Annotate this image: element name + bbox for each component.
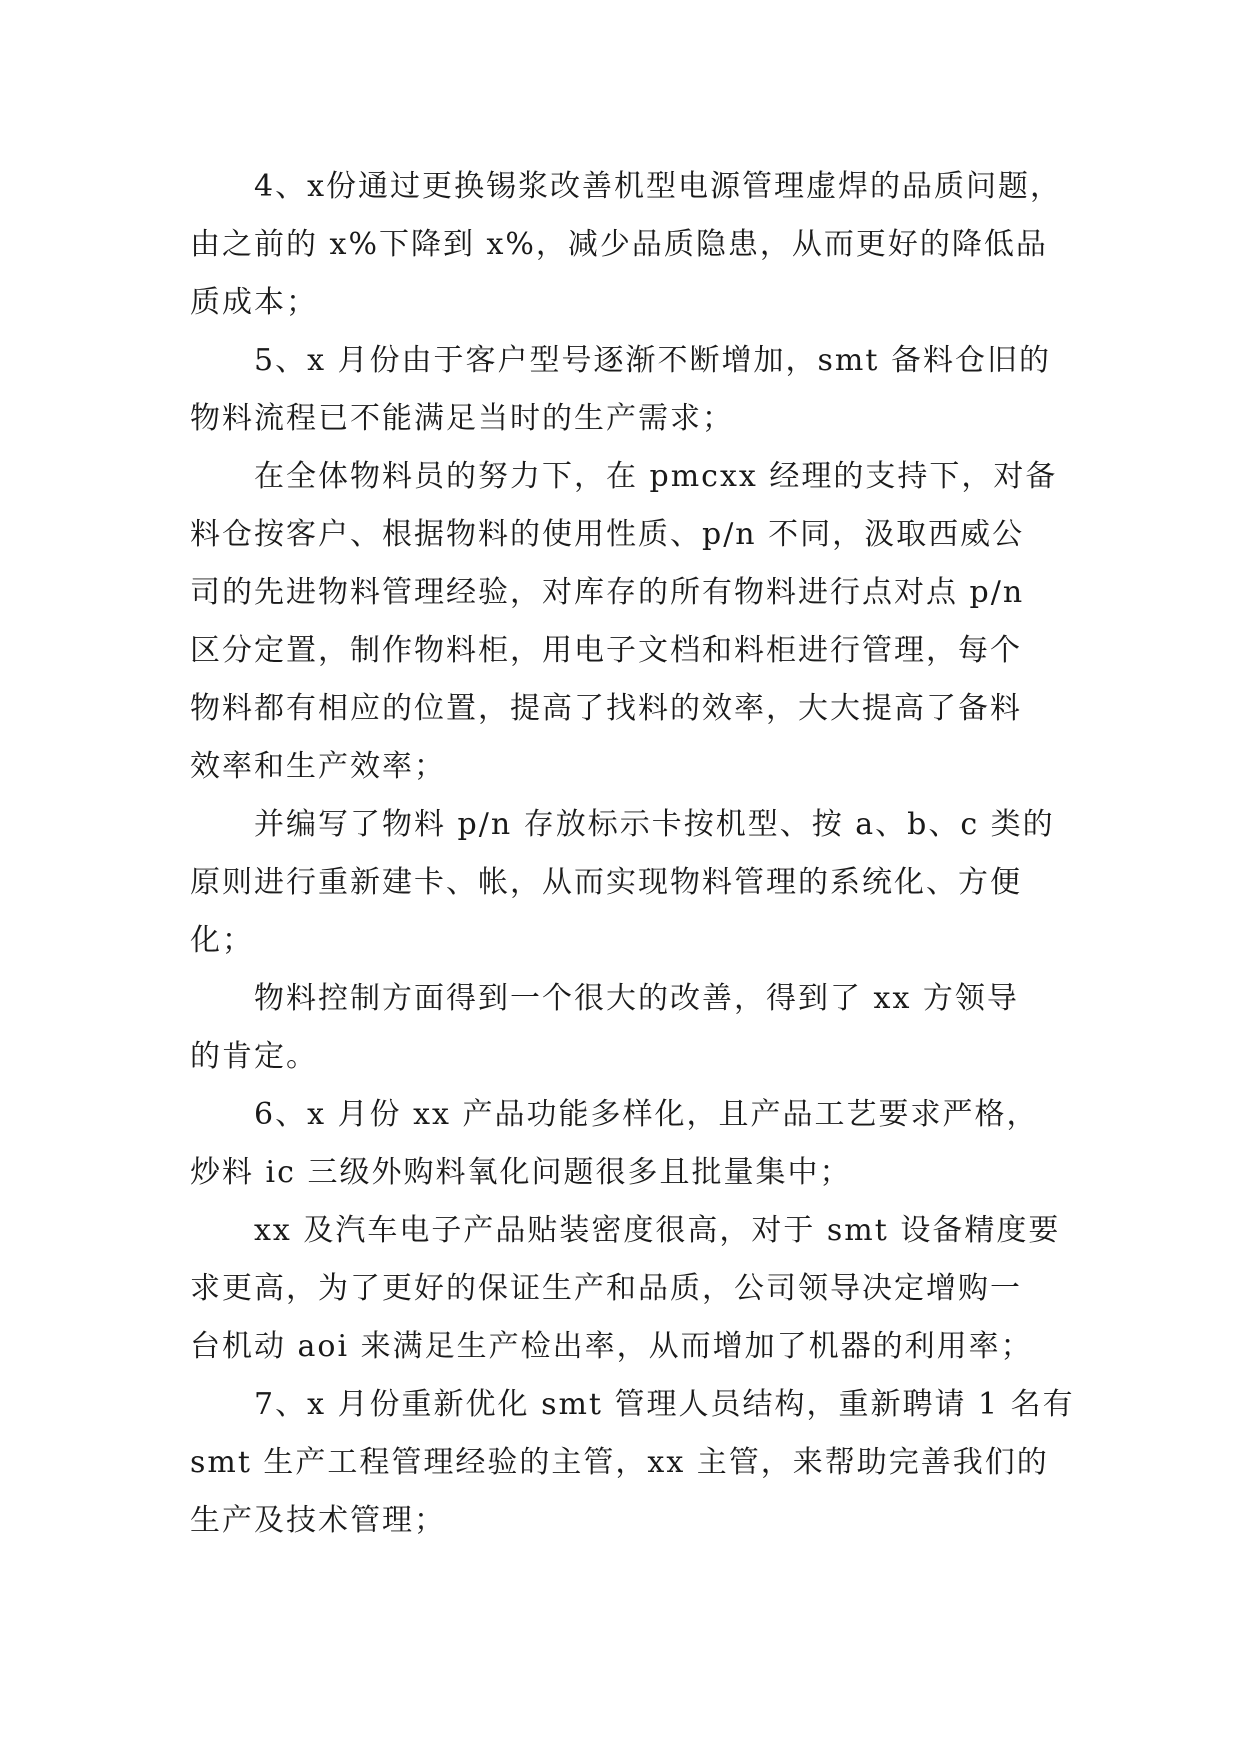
text-line: 5、x 月份由于客户型号逐渐不断增加，smt 备料仓旧的: [254, 343, 1051, 378]
text-line: 质成本；: [190, 285, 318, 320]
text-line: smt 生产工程管理经验的主管，xx 主管，来帮助完善我们的: [190, 1445, 1049, 1480]
text-line: 求更高，为了更好的保证生产和品质，公司领导决定增购一: [190, 1271, 1022, 1306]
text-line: 台机动 aoi 来满足生产检出率，从而增加了机器的利用率；: [190, 1329, 1033, 1364]
text-line: 生产及技术管理；: [190, 1503, 446, 1538]
document-body: [190, 158, 1090, 1550]
text-line: 由之前的 x%下降到 x%，减少品质隐患，从而更好的降低品: [190, 227, 1048, 262]
text-line: 原则进行重新建卡、帐，从而实现物料管理的系统化、方便: [190, 865, 1022, 900]
text-line: 化；: [190, 923, 254, 958]
text-line: 物料控制方面得到一个很大的改善，得到了 xx 方领导: [254, 981, 1019, 1016]
text-line: 司的先进物料管理经验，对库存的所有物料进行点对点 p/n: [190, 575, 1025, 610]
text-line: 料仓按客户、根据物料的使用性质、p/n 不同，汲取西威公: [190, 517, 1025, 552]
text-line: 物料都有相应的位置，提高了找料的效率，大大提高了备料: [190, 691, 1022, 726]
text-line: 并编写了物料 p/n 存放标示卡按机型、按 a、b、c 类的: [254, 807, 1055, 842]
text-line: 6、x 月份 xx 产品功能多样化，且产品工艺要求严格，: [254, 1097, 1039, 1132]
text-line: 炒料 ic 三级外购料氧化问题很多且批量集中；: [190, 1155, 852, 1190]
text-line: 效率和生产效率；: [190, 749, 446, 784]
text-line: xx 及汽车电子产品贴装密度很高，对于 smt 设备精度要: [254, 1213, 1061, 1248]
text-line: 在全体物料员的努力下，在 pmcxx 经理的支持下，对备: [254, 459, 1058, 494]
text-line: 的肯定。: [190, 1039, 318, 1074]
text-line: 4、x份通过更换锡浆改善机型电源管理虚焊的品质问题，: [254, 169, 1063, 204]
text-line: 区分定置，制作物料柜，用电子文档和料柜进行管理，每个: [190, 633, 1022, 668]
text-line: 物料流程已不能满足当时的生产需求；: [190, 401, 734, 436]
text-line: 7、x 月份重新优化 smt 管理人员结构，重新聘请 1 名有: [254, 1387, 1075, 1422]
